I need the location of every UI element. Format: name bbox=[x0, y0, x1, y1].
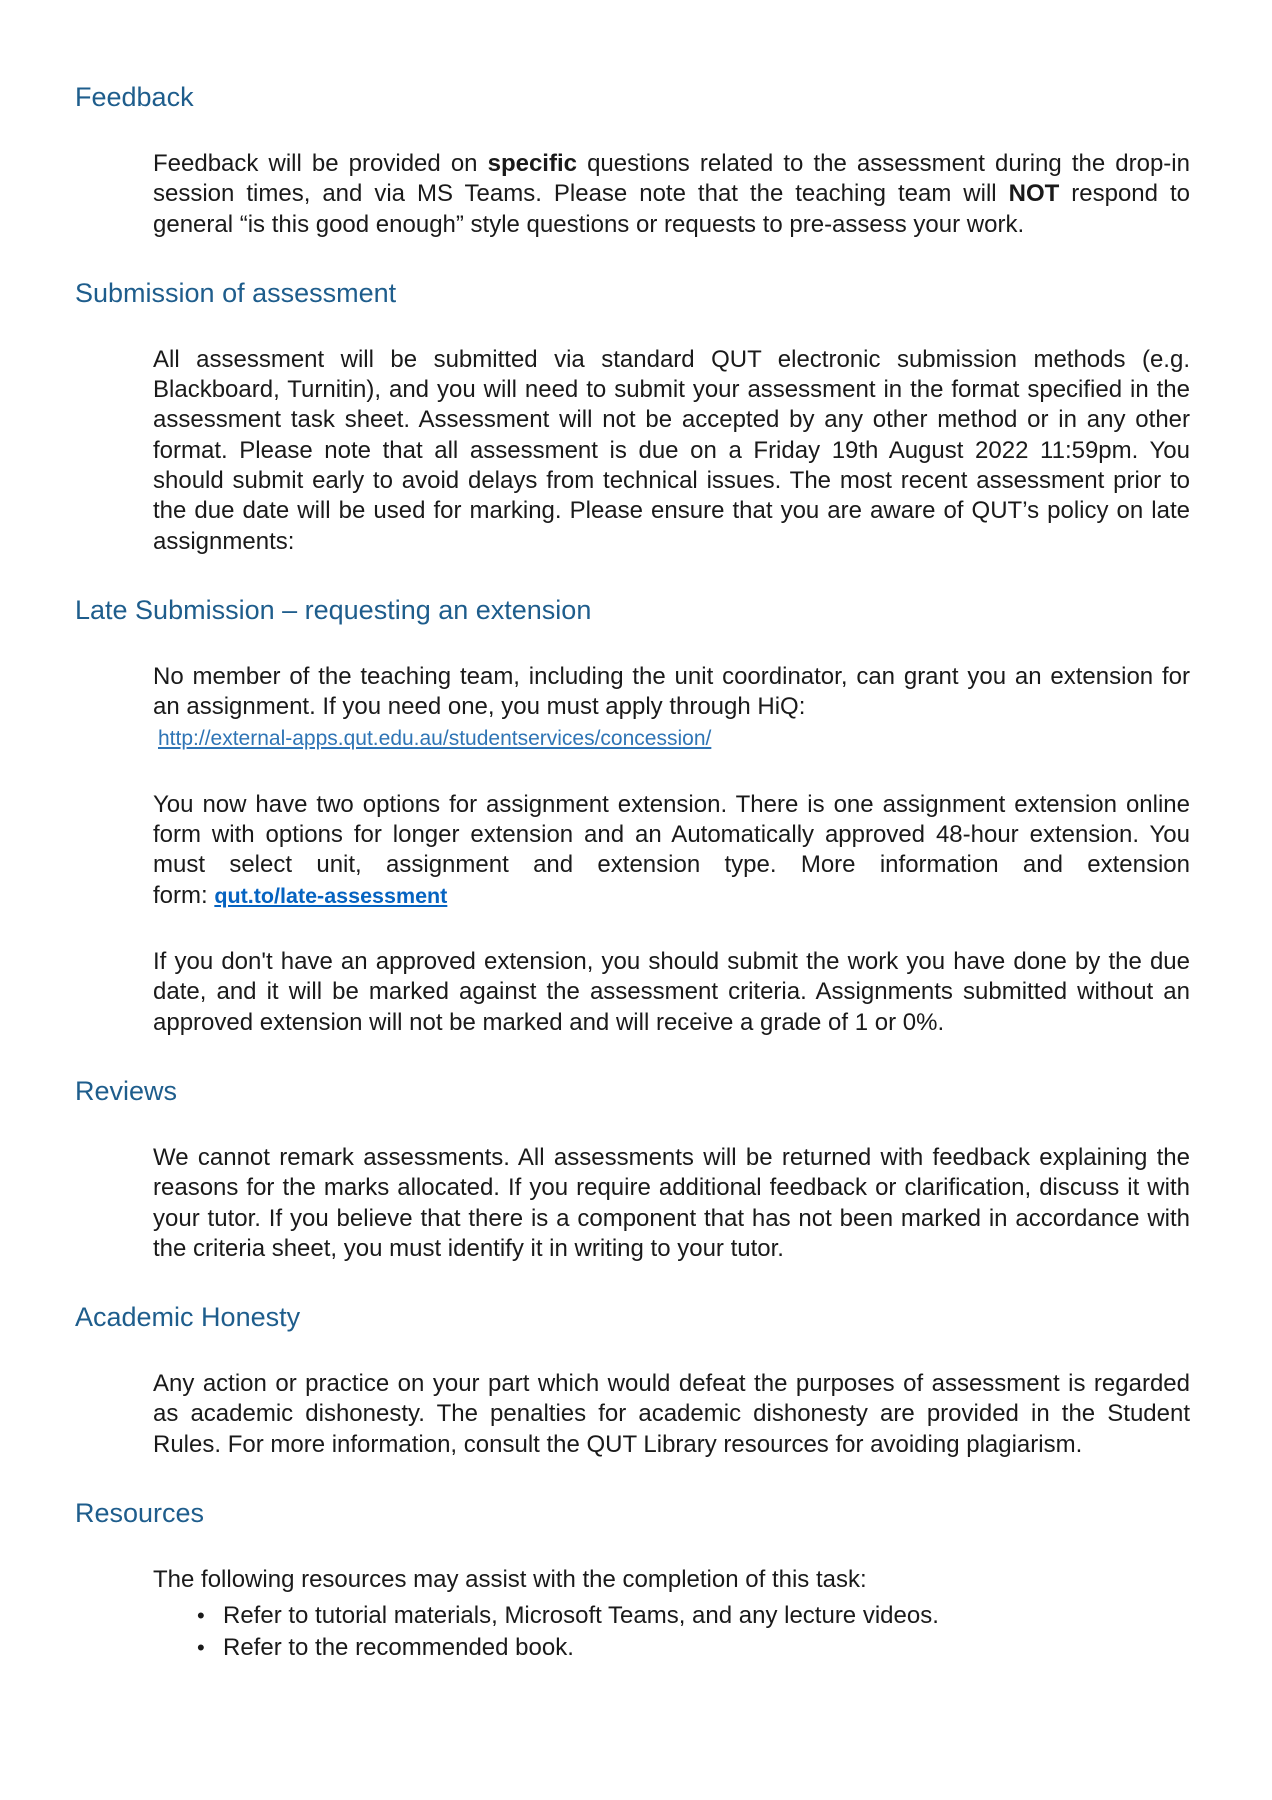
concession-url-link[interactable]: http://external-apps.qut.edu.au/studentservices/concession/ bbox=[158, 726, 712, 750]
text-run: Rules. For more information, consult the QUT Library resources for avoiding plagiarism. bbox=[153, 1430, 1083, 1458]
text-run: form with options for longer extension and an Automatically approved 48-hour extension. You bbox=[153, 821, 1190, 849]
paragraph bbox=[153, 345, 1190, 557]
text-run: All assessment will be submitted via standard QUT electronic submission methods (e.g. bbox=[153, 345, 1190, 373]
paragraph bbox=[153, 947, 1190, 1038]
text-run: approved extension will not be marked and will receive a grade of 1 or 0%. bbox=[153, 1008, 945, 1036]
text-line bbox=[153, 1430, 1190, 1460]
text-line bbox=[153, 1173, 1190, 1203]
paragraph bbox=[153, 1369, 1190, 1460]
text-line bbox=[153, 345, 1190, 375]
bullet-text: Refer to tutorial materials, Microsoft Teams, and any lecture videos. bbox=[223, 1602, 939, 1630]
section-heading-academic-honesty: Academic Honesty bbox=[75, 1302, 301, 1333]
text-run: must select unit, assignment and extension type. More information and extension bbox=[153, 851, 1190, 879]
bullet-list bbox=[153, 1600, 1190, 1664]
text-line bbox=[153, 527, 1190, 557]
paragraph bbox=[153, 662, 1190, 754]
text-run: Feedback will be provided on bbox=[153, 150, 488, 177]
text-run: as academic dishonesty. The penalties for academic dishonesty are provided in the Student bbox=[153, 1400, 1190, 1428]
text-run: form: bbox=[153, 881, 215, 909]
text-run: assignments: bbox=[153, 527, 295, 555]
text-run: If you don't have an approved extension, you should submit the work you have done by the due bbox=[153, 948, 1190, 976]
section-heading-resources: Resources bbox=[75, 1498, 205, 1529]
text-run: the criteria sheet, you must identify it in writing to your tutor. bbox=[153, 1234, 784, 1262]
text-run: We cannot remark assessments. All assessments will be returned with feedback explaining the bbox=[153, 1143, 1190, 1171]
text-line bbox=[153, 881, 1190, 911]
text-run: No member of the teaching team, including the unit coordinator, can grant you an extension for bbox=[153, 662, 1190, 690]
text-line bbox=[153, 692, 1190, 722]
text-line bbox=[153, 1369, 1190, 1399]
text-line bbox=[153, 1565, 1190, 1595]
section-heading-feedback: Feedback bbox=[75, 82, 194, 112]
text-run: respond to bbox=[1059, 180, 1190, 208]
paragraph bbox=[153, 149, 1190, 240]
paragraph bbox=[153, 790, 1190, 911]
text-line bbox=[153, 1234, 1190, 1264]
text-line bbox=[153, 436, 1190, 466]
text-line bbox=[153, 405, 1190, 435]
text-run: format. Please note that all assessment is due on a Friday 19th August 2022 11:59pm. You bbox=[153, 436, 1190, 464]
text-line bbox=[153, 662, 1190, 692]
text-run: NOT bbox=[1008, 180, 1060, 208]
paragraph bbox=[153, 1565, 1190, 1664]
text-line bbox=[153, 947, 1190, 977]
text-line bbox=[153, 466, 1190, 496]
bullet-text: Refer to the recommended book. bbox=[223, 1634, 574, 1662]
text-line bbox=[153, 149, 1190, 179]
text-line bbox=[153, 790, 1190, 820]
list-item bbox=[153, 1600, 1190, 1632]
text-run: You now have two options for assignment extension. There is one assignment extension online bbox=[153, 790, 1190, 818]
text-run: assessment task sheet. Assessment will not be accepted by any other method or in any other bbox=[153, 406, 1190, 434]
section-heading-late-submission: Late Submission – requesting an extension bbox=[75, 594, 592, 625]
text-run: date, and it will be marked against the assessment criteria. Assignments submitted without an bbox=[153, 978, 1190, 1006]
text-line bbox=[153, 496, 1190, 526]
section-heading-reviews: Reviews bbox=[75, 1075, 178, 1106]
text-line bbox=[153, 820, 1190, 850]
bullet-icon: • bbox=[197, 1603, 205, 1629]
section-heading-submission-of-assessment: Submission of assessment bbox=[75, 277, 397, 308]
text-line bbox=[153, 1204, 1190, 1234]
text-line bbox=[153, 179, 1190, 209]
text-line bbox=[153, 1399, 1190, 1429]
text-line bbox=[153, 1143, 1190, 1173]
text-run: session times, and via MS Teams. Please note that the teaching team will bbox=[153, 180, 1009, 208]
bullet-icon: • bbox=[197, 1635, 205, 1661]
text-line bbox=[153, 723, 1190, 754]
text-line bbox=[153, 1008, 1190, 1038]
text-run: general “is this good enough” style questions or requests to pre-assess your work. bbox=[153, 210, 1025, 238]
late-assessment-link[interactable]: qut.to/late-assessment bbox=[214, 883, 448, 908]
text-line bbox=[153, 375, 1190, 405]
text-run: should submit early to avoid delays from technical issues. The most recent assessment prior to bbox=[153, 467, 1190, 495]
text-line bbox=[153, 210, 1190, 240]
paragraph bbox=[153, 1143, 1190, 1264]
text-run: specific bbox=[487, 150, 577, 177]
text-run: Blackboard, Turnitin), and you will need to submit your assessment in the format specified in the bbox=[153, 376, 1190, 404]
list-item bbox=[153, 1632, 1190, 1664]
text-line bbox=[153, 977, 1190, 1007]
text-run: the due date will be used for marking. Please ensure that you are aware of QUT’s policy on late bbox=[153, 497, 1190, 525]
text-run: questions related to the assessment during the drop-in bbox=[576, 150, 1190, 177]
text-line bbox=[153, 850, 1190, 880]
text-run: an assignment. If you need one, you must apply through HiQ: bbox=[153, 693, 806, 721]
text-run: reasons for the marks allocated. If you require additional feedback or clarification, discuss it with bbox=[153, 1174, 1190, 1202]
text-run: your tutor. If you believe that there is a component that has not been marked in accordance with bbox=[153, 1204, 1190, 1232]
text-run: Any action or practice on your part which would defeat the purposes of assessment is regarded bbox=[153, 1370, 1190, 1398]
text-run: The following resources may assist with the completion of this task: bbox=[153, 1566, 867, 1594]
